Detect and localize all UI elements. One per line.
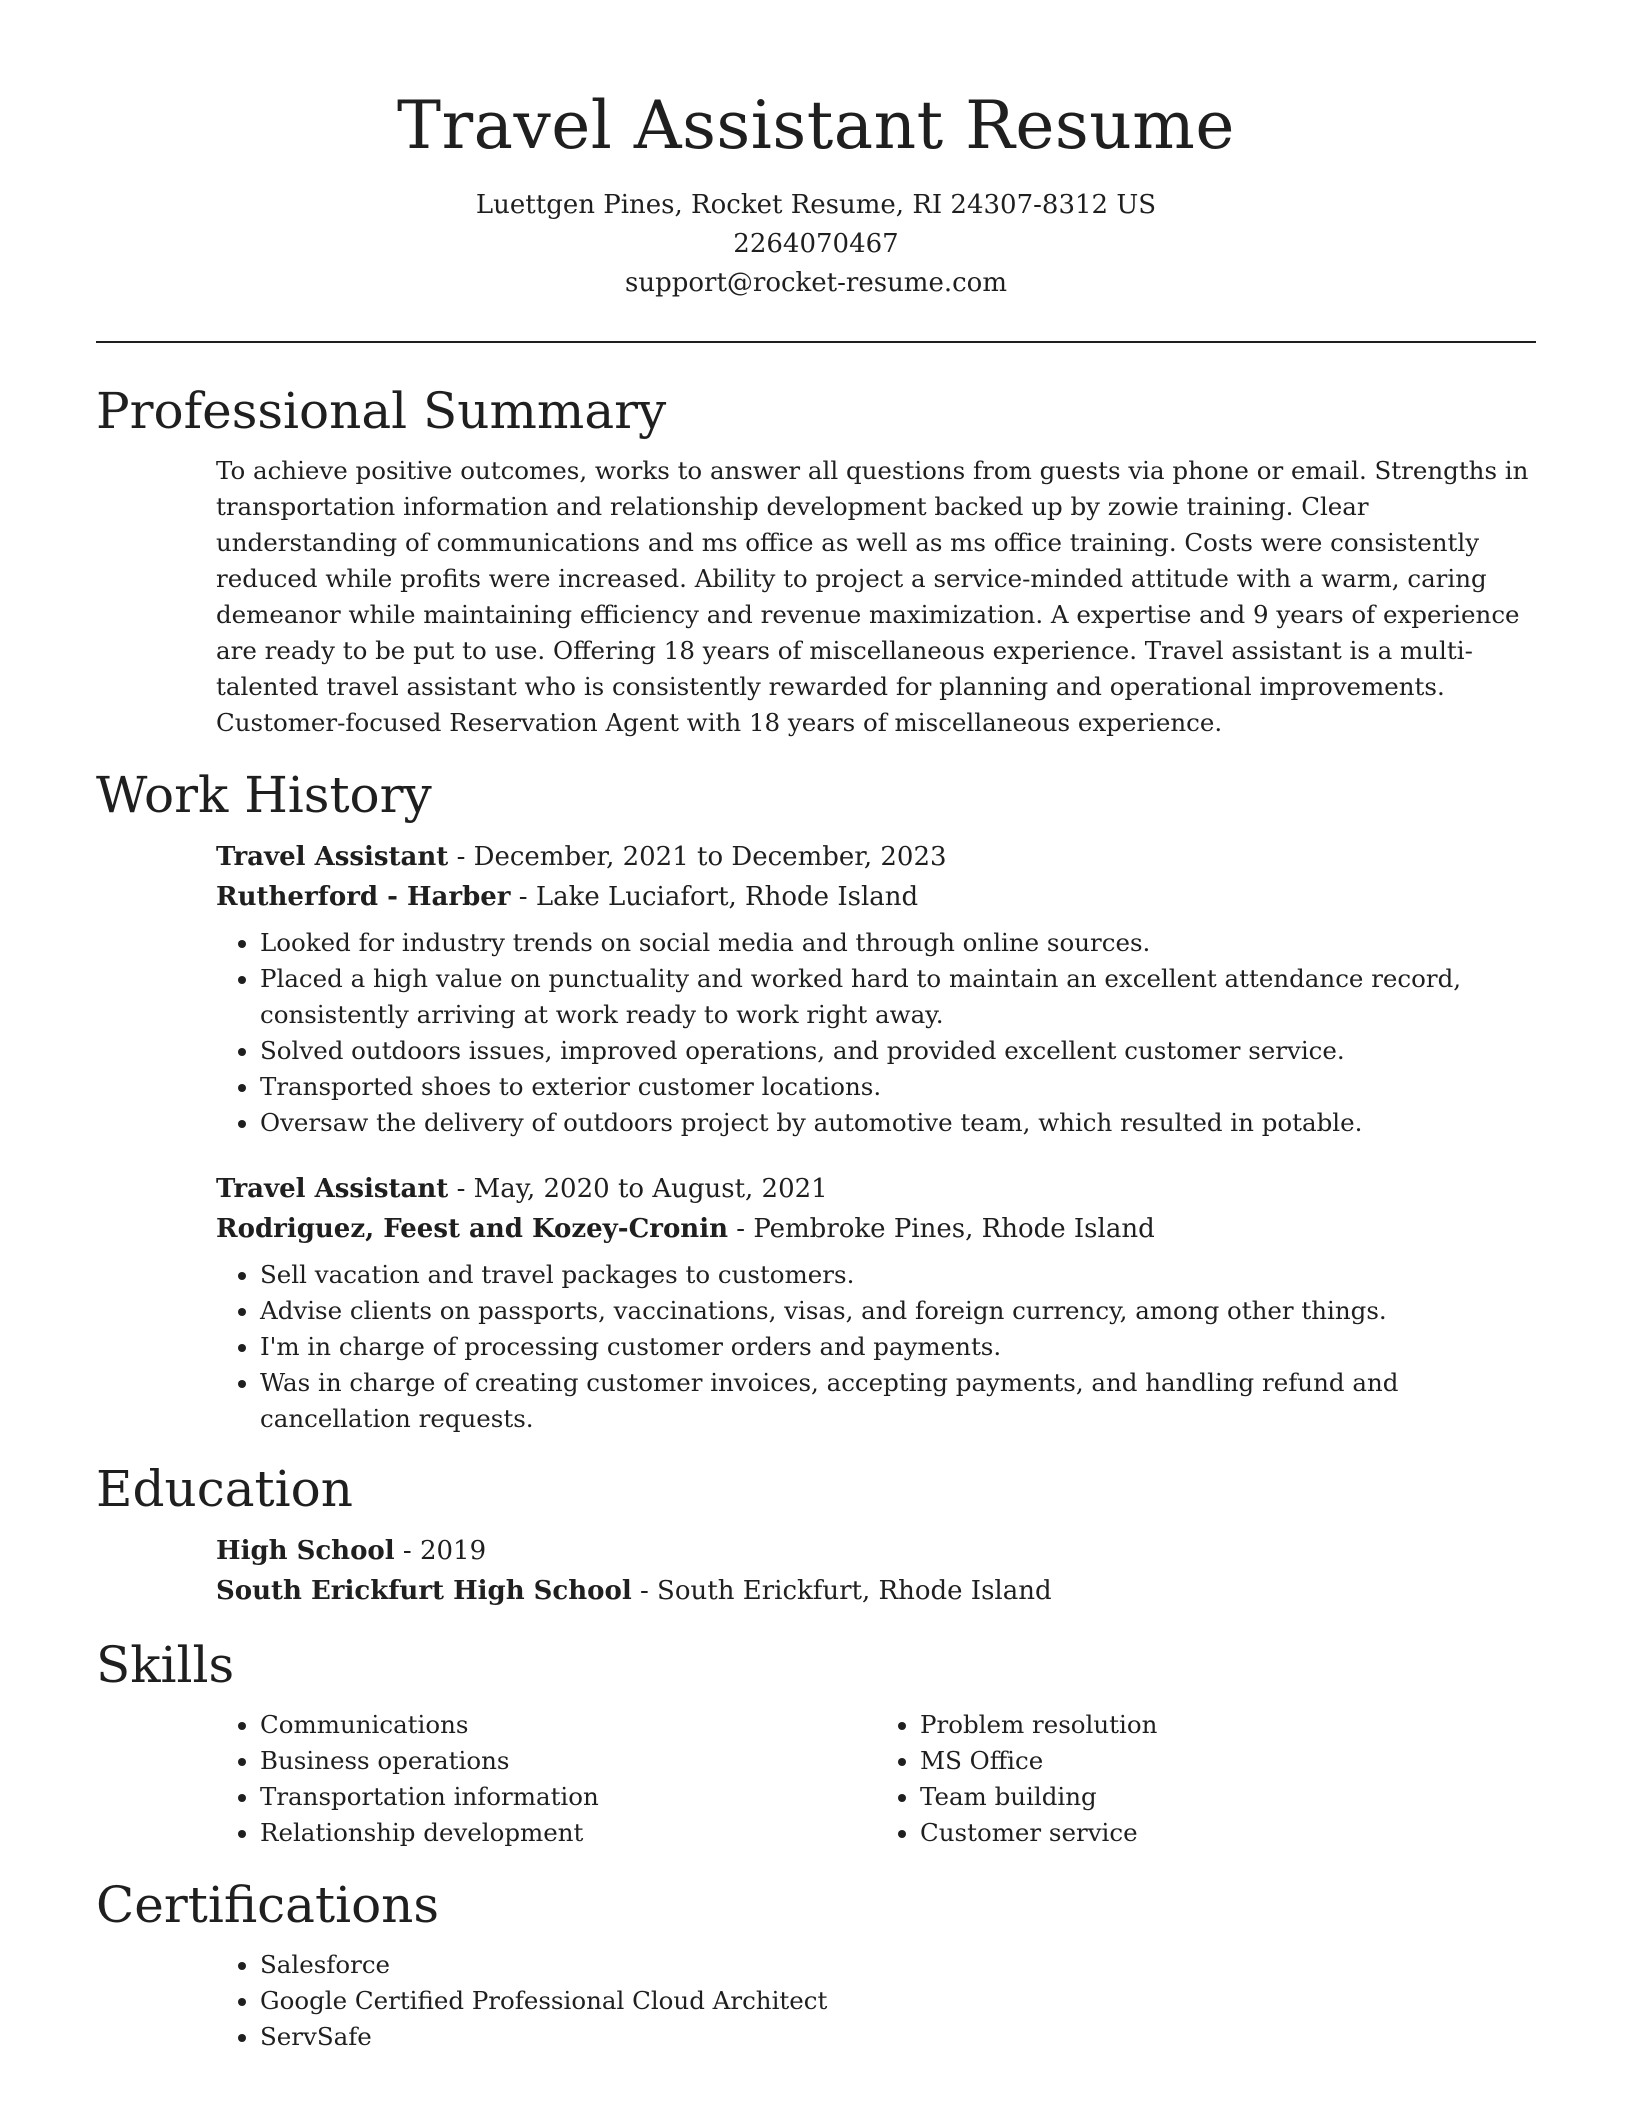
job-role: Travel Assistant	[216, 1174, 449, 1204]
job-entry	[216, 1169, 1536, 1437]
list-item: • Sell vacation and travel packages to customers.	[260, 1257, 1536, 1293]
summary-text: To achieve positive outcomes, works to answer all questions from guests via phone or email. Strengths in transportation information and relationship development backed up by zowie training. Clear understanding of communications and ms office as well as ms office training. Costs were consistently reduced while profits were increased. Ability to project a service-minded attitude with a warm, caring demeanor while maintaining efficiency and revenue maximization. A expertise and 9 years of experience are ready to be put to use. Offering 18 years of miscellaneous experience. Travel assistant is a multi-talented travel assistant who is consistently rewarded for planning and operational improvements. Customer-focused Reservation Agent with 18 years of miscellaneous experience.	[216, 456, 1529, 737]
job-bullets	[216, 1257, 1536, 1437]
list-item: • Problem resolution	[920, 1707, 1536, 1743]
list-item: • Google Certified Professional Cloud Architect	[260, 1983, 1536, 2019]
work-section	[96, 765, 1536, 1437]
list-item: • Solved outdoors issues, improved operations, and provided excellent customer service.	[260, 1033, 1536, 1069]
certifications-heading: Certifications	[96, 1876, 440, 1934]
job-bullets	[216, 925, 1536, 1141]
job-company: Rodriguez, Feest and Kozey-Cronin	[216, 1214, 728, 1244]
contact-block	[96, 186, 1536, 303]
list-item: • Team building	[920, 1779, 1536, 1815]
skills-list-left	[216, 1707, 876, 1851]
summary-section	[96, 381, 1536, 741]
list-item: • Transported shoes to exterior customer locations.	[260, 1069, 1536, 1105]
work-heading: Work History	[96, 766, 432, 824]
contact-phone: 2264070467	[733, 229, 899, 259]
summary-heading: Professional Summary	[96, 382, 667, 440]
list-item: • Communications	[260, 1707, 876, 1743]
skills-grid	[216, 1707, 1536, 1851]
job-title-line	[216, 1169, 1536, 1209]
list-item: • MS Office	[920, 1743, 1536, 1779]
job-dates: - May, 2020 to August, 2021	[448, 1174, 828, 1204]
certifications-section	[96, 1875, 1536, 2055]
list-item: • I'm in charge of processing customer orders and payments.	[260, 1329, 1536, 1365]
skills-heading: Skills	[96, 1636, 235, 1694]
job-location: - Pembroke Pines, Rhode Island	[728, 1214, 1155, 1244]
list-item: • Business operations	[260, 1743, 876, 1779]
resume-page	[96, 0, 1536, 2055]
education-location: - South Erickfurt, Rhode Island	[631, 1576, 1052, 1606]
job-company: Rutherford - Harber	[216, 882, 511, 912]
list-item: • Transportation information	[260, 1779, 876, 1815]
education-section	[96, 1459, 1536, 1611]
resume-header	[96, 0, 1536, 303]
contact-address: Luettgen Pines, Rocket Resume, RI 24307-8312 US	[475, 190, 1157, 220]
education-heading: Education	[96, 1460, 353, 1518]
list-item: • Customer service	[920, 1815, 1536, 1851]
job-role: Travel Assistant	[216, 842, 449, 872]
list-item: • Oversaw the delivery of outdoors project by automotive team, which resulted in potable.	[260, 1105, 1536, 1141]
certifications-list	[216, 1947, 1536, 2055]
work-body	[216, 837, 1536, 1437]
list-item: • ServSafe	[260, 2019, 1536, 2055]
job-entry	[216, 837, 1536, 1141]
education-school: South Erickfurt High School	[216, 1576, 632, 1606]
job-company-line	[216, 1209, 1536, 1249]
list-item: • Looked for industry trends on social media and through online sources.	[260, 925, 1536, 961]
summary-body	[216, 453, 1536, 741]
education-body	[216, 1531, 1536, 1611]
education-degree: High School	[216, 1536, 395, 1566]
list-item: • Placed a high value on punctuality and worked hard to maintain an excellent attendance record, consistently arriving at work ready to work right away.	[260, 961, 1536, 1033]
skills-list-right	[876, 1707, 1536, 1851]
resume-title: Travel Assistant Resume	[397, 87, 1235, 164]
skills-section	[96, 1635, 1536, 1851]
list-item: • Was in charge of creating customer invoices, accepting payments, and handling refund and cancellation requests.	[260, 1365, 1536, 1437]
certifications-body	[216, 1947, 1536, 2055]
education-year: - 2019	[394, 1536, 487, 1566]
skills-body	[216, 1707, 1536, 1851]
education-degree-line	[216, 1531, 1536, 1571]
education-school-line	[216, 1571, 1536, 1611]
job-title-line	[216, 837, 1536, 877]
list-item: • Relationship development	[260, 1815, 876, 1851]
job-company-line	[216, 877, 1536, 917]
list-item: • Advise clients on passports, vaccinations, visas, and foreign currency, among other things.	[260, 1293, 1536, 1329]
list-item: • Salesforce	[260, 1947, 1536, 1983]
job-location: - Lake Luciafort, Rhode Island	[510, 882, 919, 912]
job-dates: - December, 2021 to December, 2023	[448, 842, 947, 872]
header-divider	[96, 341, 1536, 343]
contact-email: support@rocket-resume.com	[624, 268, 1007, 298]
